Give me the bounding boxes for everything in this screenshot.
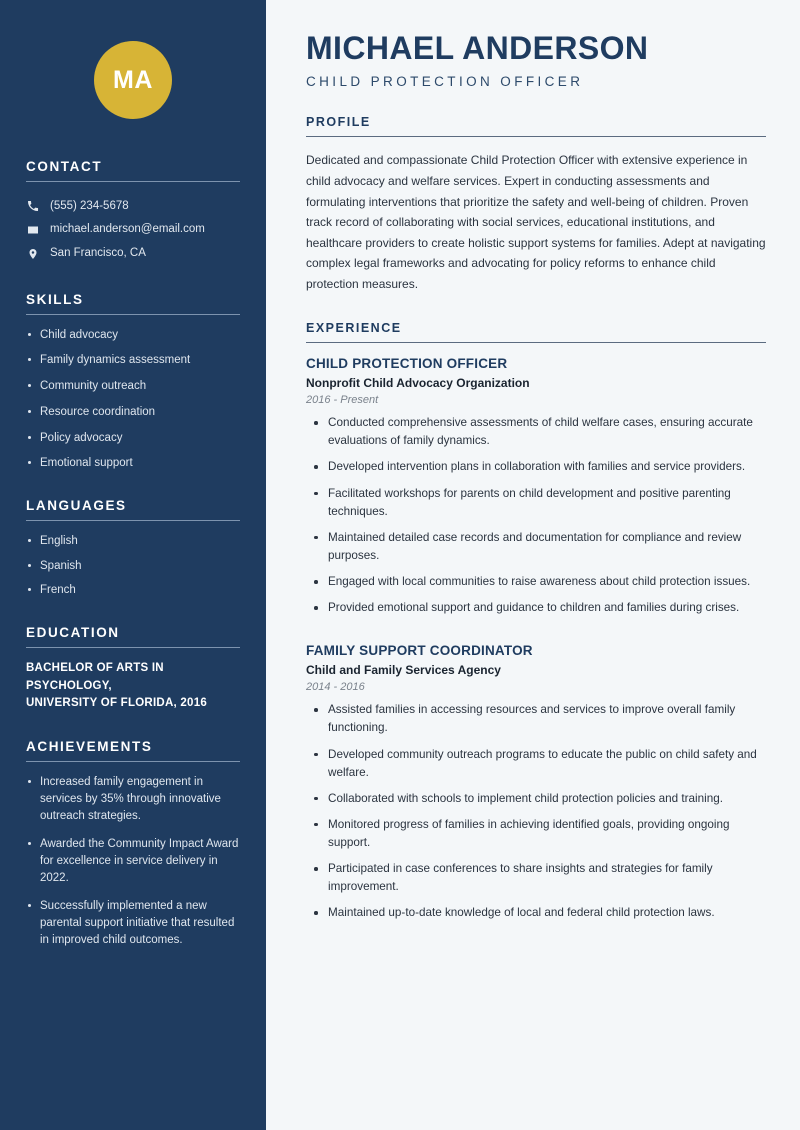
avatar-initials: MA (113, 65, 153, 94)
experience-dates: 2014 - 2016 (306, 681, 365, 694)
skills-section (26, 292, 240, 472)
list-item: Assisted families in accessing resources and services to improve overall family functioning. (310, 701, 766, 737)
languages-divider (26, 520, 240, 521)
skills-divider (26, 314, 240, 315)
list-item: Family dynamics assessment (26, 352, 240, 369)
contact-location-value: San Francisco, CA (50, 247, 146, 260)
envelope-icon (26, 223, 40, 237)
skills-heading: SKILLS (26, 291, 84, 307)
profile-text: Dedicated and compassionate Child Protection Officer with extensive experience in child advocacy and welfare services. Expert in conducting assessments and formulating interventions that prioritize the safety and well-being of children. Proven track record of collaborating with social services, educational institutions, and healthcare providers to create holistic support systems for families. Adept at navigating complex legal frameworks and advocating for policy reforms to enhance child protection measures. (306, 153, 766, 292)
list-item: Maintained detailed case records and documentation for compliance and review purposes. (310, 529, 766, 565)
education-heading: EDUCATION (26, 624, 120, 640)
contact-phone-value: (555) 234-5678 (50, 199, 129, 212)
contact-item-location[interactable] (26, 242, 240, 266)
list-item: Emotional support (26, 455, 240, 472)
page-title: MICHAEL ANDERSON (306, 30, 649, 66)
list-item: Monitored progress of families in achieving identified goals, providing ongoing support. (310, 816, 766, 852)
experience-entry (306, 356, 766, 617)
main-content (272, 0, 800, 1130)
profile-divider (306, 136, 766, 138)
experience-organization: Nonprofit Child Advocacy Organization (306, 376, 530, 391)
experience-job-title: CHILD PROTECTION OFFICER (306, 356, 508, 372)
experience-bullet-list (306, 414, 766, 617)
profile-heading: PROFILE (306, 114, 371, 129)
list-item: Collaborated with schools to implement child protection policies and training. (310, 790, 766, 808)
list-item: Developed community outreach programs to educate the public on child safety and welfare. (310, 746, 766, 782)
contact-item-email[interactable] (26, 218, 240, 242)
list-item: Engaged with local communities to raise awareness about child protection issues. (310, 573, 766, 591)
education-section (26, 625, 240, 713)
achievements-heading: ACHIEVEMENTS (26, 739, 153, 755)
contact-divider (26, 181, 240, 182)
skills-list (26, 327, 240, 472)
contact-email-value: michael.anderson@email.com (50, 223, 205, 236)
contact-heading: CONTACT (26, 159, 103, 174)
list-item: Spanish (26, 558, 240, 575)
list-item: Provided emotional support and guidance to children and families during crises. (310, 599, 766, 617)
experience-job-title: FAMILY SUPPORT COORDINATOR (306, 643, 533, 659)
experience-heading: EXPERIENCE (306, 320, 402, 335)
sidebar (0, 0, 272, 1130)
list-item: Community outreach (26, 378, 240, 395)
achievements-section (26, 739, 240, 948)
experience-organization: Child and Family Services Agency (306, 663, 501, 678)
phone-icon (26, 199, 40, 213)
education-divider (26, 647, 240, 648)
education-degree-line2: UNIVERSITY OF FLORIDA, 2016 (26, 697, 207, 710)
languages-section (26, 498, 240, 599)
list-item: French (26, 582, 240, 599)
list-item: Developed intervention plans in collaboration with families and service providers. (310, 458, 766, 476)
contact-list (26, 194, 240, 266)
experience-divider (306, 342, 766, 344)
list-item: Increased family engagement in services by 35% through innovative outreach strategies. (26, 774, 240, 824)
list-item: Participated in case conferences to share insights and strategies for family improvement. (310, 860, 766, 896)
list-item: English (26, 533, 240, 550)
profile-section (306, 115, 766, 295)
education-degree-line1: BACHELOR OF ARTS IN PSYCHOLOGY, (26, 661, 164, 692)
avatar (94, 41, 172, 119)
languages-list (26, 533, 240, 599)
list-item: Facilitated workshops for parents on child development and positive parenting techniques. (310, 485, 766, 521)
list-item: Awarded the Community Impact Award for excellence in service delivery in 2022. (26, 836, 240, 886)
list-item: Maintained up-to-date knowledge of local and federal child protection laws. (310, 904, 766, 922)
contact-item-phone[interactable] (26, 194, 240, 218)
experience-bullet-list (306, 701, 766, 922)
map-pin-icon (26, 247, 40, 261)
experience-section (306, 321, 766, 923)
experience-entry (306, 643, 766, 922)
list-item: Conducted comprehensive assessments of child welfare cases, ensuring accurate evaluations of family dynamics. (310, 414, 766, 450)
avatar-container (26, 0, 240, 159)
achievements-divider (26, 761, 240, 762)
achievements-list (26, 774, 240, 948)
contact-section (26, 159, 240, 266)
languages-heading: LANGUAGES (26, 497, 127, 513)
experience-spacer (306, 625, 766, 643)
list-item: Successfully implemented a new parental support initiative that resulted in improved child outcomes. (26, 898, 240, 948)
experience-dates: 2016 - Present (306, 394, 379, 407)
job-role-subtitle: CHILD PROTECTION OFFICER (306, 73, 584, 89)
list-item: Child advocacy (26, 327, 240, 344)
list-item: Policy advocacy (26, 430, 240, 447)
list-item: Resource coordination (26, 404, 240, 421)
